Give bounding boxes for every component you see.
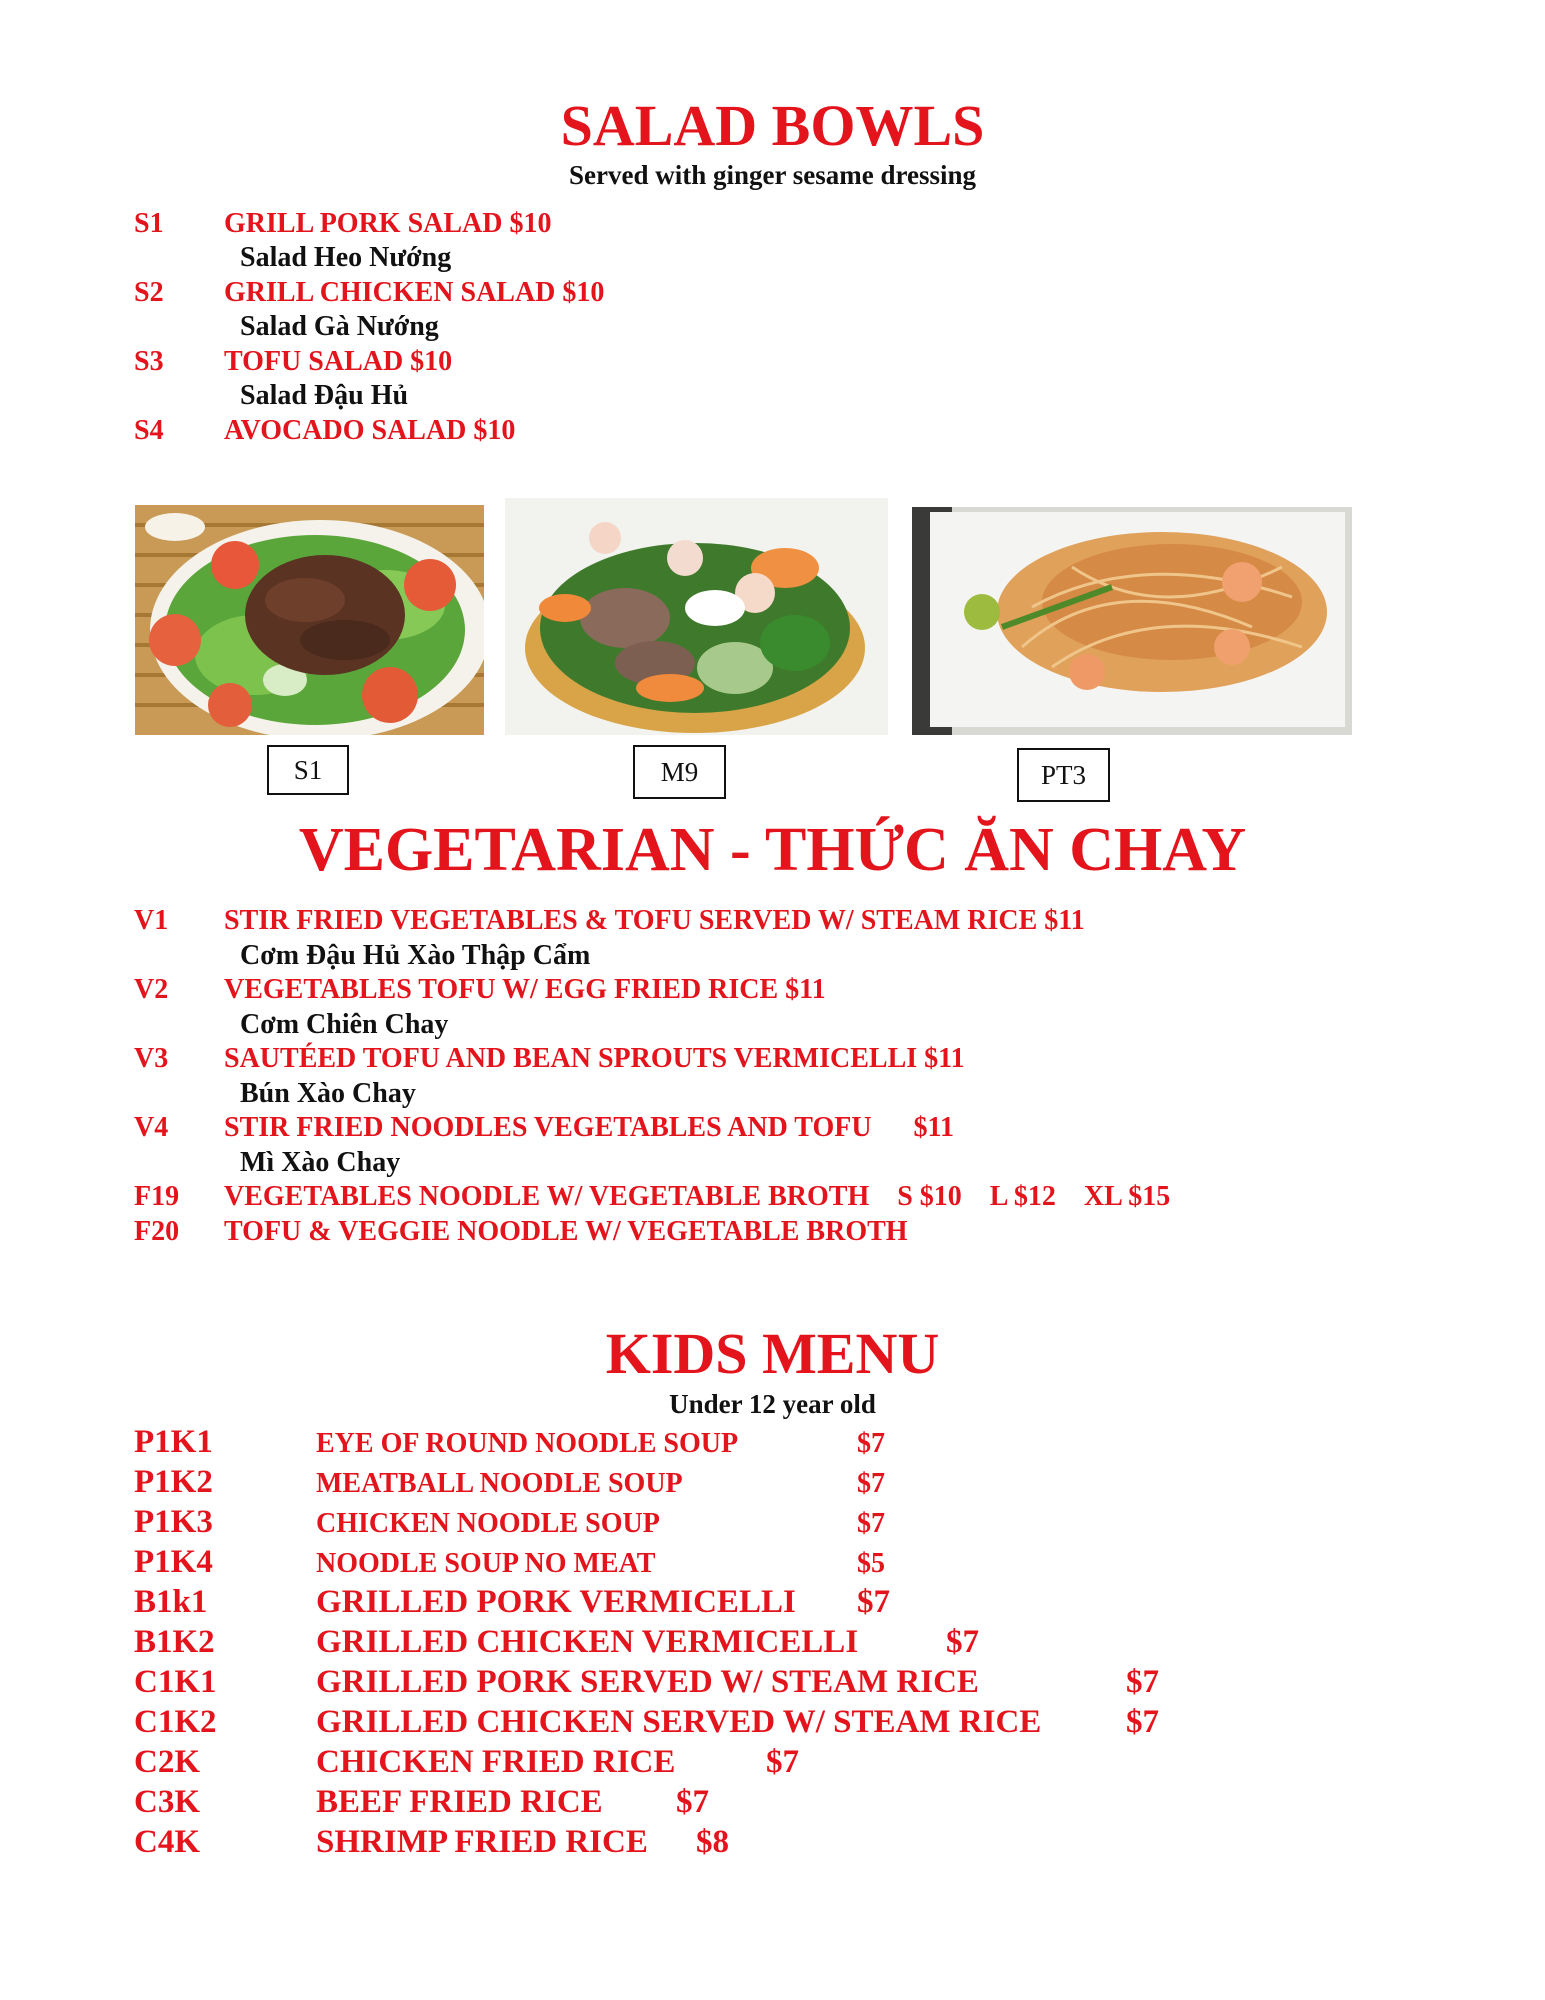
kids-item-price: $7 bbox=[857, 1428, 885, 1459]
menu-item-code: S4 bbox=[134, 415, 164, 446]
menu-item-name: GRILL CHICKEN SALAD $10 bbox=[224, 277, 605, 308]
kids-item-code: C1K2 bbox=[134, 1704, 217, 1740]
salad-section-subtitle: Served with ginger sesame dressing bbox=[569, 160, 976, 190]
kids-item-name: MEATBALL NOODLE SOUP bbox=[316, 1468, 683, 1499]
photo-caption-tag: PT3 bbox=[1017, 748, 1110, 802]
kids-item-price: $5 bbox=[857, 1548, 885, 1579]
kids-item-price: $8 bbox=[696, 1824, 729, 1860]
kids-item-name: CHICKEN NOODLE SOUP bbox=[316, 1508, 660, 1539]
kids-item-code: C4K bbox=[134, 1824, 200, 1860]
menu-item-code: V2 bbox=[134, 974, 169, 1005]
kids-item-price: $7 bbox=[857, 1584, 890, 1620]
menu-item-code: S2 bbox=[134, 277, 164, 308]
menu-item-code: F20 bbox=[134, 1216, 180, 1247]
menu-item-vietnamese-name: Salad Đậu Hủ bbox=[240, 380, 409, 411]
menu-item-code: S1 bbox=[134, 208, 164, 239]
menu-item-name: VEGETABLES NOODLE W/ VEGETABLE BROTH S $10 L $12 XL $15 bbox=[224, 1181, 1171, 1212]
menu-item-name: STIR FRIED VEGETABLES & TOFU SERVED W/ STEAM RICE $11 bbox=[224, 905, 1085, 936]
menu-item-name: STIR FRIED NOODLES VEGETABLES AND TOFU $11 bbox=[224, 1112, 955, 1143]
kids-item-name: GRILLED PORK SERVED W/ STEAM RICE bbox=[316, 1664, 979, 1700]
kids-item-price: $7 bbox=[1126, 1664, 1159, 1700]
kids-section-subtitle: Under 12 year old bbox=[669, 1389, 876, 1419]
kids-item-price: $7 bbox=[946, 1624, 979, 1660]
salad-section-title: SALAD BOWLS bbox=[560, 93, 985, 158]
kids-item-code: B1K2 bbox=[134, 1624, 215, 1660]
menu-item-code: V1 bbox=[134, 905, 169, 936]
kids-item-code: B1k1 bbox=[134, 1584, 208, 1620]
photo-caption-tag: S1 bbox=[267, 745, 349, 795]
kids-item-code: P1K1 bbox=[134, 1424, 213, 1460]
kids-item-price: $7 bbox=[766, 1744, 799, 1780]
photo-caption-tag: M9 bbox=[633, 745, 726, 799]
menu-item-vietnamese-name: Bún Xào Chay bbox=[240, 1078, 416, 1109]
kids-item-code: C1K1 bbox=[134, 1664, 217, 1700]
kids-item-code: P1K2 bbox=[134, 1464, 213, 1500]
grilled-beef-salad-photo bbox=[135, 505, 484, 735]
kids-item-name: EYE OF ROUND NOODLE SOUP bbox=[316, 1428, 739, 1459]
kids-item-price: $7 bbox=[857, 1468, 885, 1499]
kids-item-name: GRILLED PORK VERMICELLI bbox=[316, 1584, 796, 1620]
kids-item-code: C2K bbox=[134, 1744, 200, 1780]
kids-item-price: $7 bbox=[676, 1784, 709, 1820]
menu-item-name: SAUTÉED TOFU AND BEAN SPROUTS VERMICELLI $11 bbox=[224, 1043, 965, 1074]
menu-item-name: GRILL PORK SALAD $10 bbox=[224, 208, 552, 239]
kids-item-name: GRILLED CHICKEN SERVED W/ STEAM RICE bbox=[316, 1704, 1042, 1740]
menu-item-name: AVOCADO SALAD $10 bbox=[224, 415, 516, 446]
kids-section-title: KIDS MENU bbox=[605, 1321, 940, 1386]
kids-item-name: SHRIMP FRIED RICE bbox=[316, 1824, 648, 1860]
menu-item-vietnamese-name: Salad Gà Nướng bbox=[240, 311, 439, 342]
menu-item-vietnamese-name: Salad Heo Nướng bbox=[240, 242, 452, 273]
menu-item-code: S3 bbox=[134, 346, 164, 377]
kids-item-code: P1K4 bbox=[134, 1544, 213, 1580]
crispy-noodle-stir-fry-photo bbox=[505, 498, 888, 735]
kids-item-name: CHICKEN FRIED RICE bbox=[316, 1744, 676, 1780]
menu-item-name: TOFU & VEGGIE NOODLE W/ VEGETABLE BROTH bbox=[224, 1216, 908, 1247]
menu-item-code: V3 bbox=[134, 1043, 169, 1074]
menu-item-code: V4 bbox=[134, 1112, 169, 1143]
kids-item-price: $7 bbox=[857, 1508, 885, 1539]
menu-item-vietnamese-name: Mì Xào Chay bbox=[240, 1147, 401, 1178]
menu-item-vietnamese-name: Cơm Chiên Chay bbox=[240, 1009, 449, 1040]
menu-item-code: F19 bbox=[134, 1181, 180, 1212]
kids-item-code: C3K bbox=[134, 1784, 200, 1820]
kids-item-code: P1K3 bbox=[134, 1504, 213, 1540]
menu-item-name: TOFU SALAD $10 bbox=[224, 346, 453, 377]
menu-item-vietnamese-name: Cơm Đậu Hủ Xào Thập Cẩm bbox=[240, 940, 591, 971]
shrimp-pad-thai-photo bbox=[912, 507, 1352, 735]
kids-item-name: BEEF FRIED RICE bbox=[316, 1784, 603, 1820]
menu-item-name: VEGETABLES TOFU W/ EGG FRIED RICE $11 bbox=[224, 974, 826, 1005]
kids-item-price: $7 bbox=[1126, 1704, 1159, 1740]
kids-item-name: GRILLED CHICKEN VERMICELLI bbox=[316, 1624, 859, 1660]
vegetarian-section-title: VEGETARIAN - THỨC ĂN CHAY bbox=[298, 816, 1247, 884]
kids-item-name: NOODLE SOUP NO MEAT bbox=[316, 1548, 656, 1579]
